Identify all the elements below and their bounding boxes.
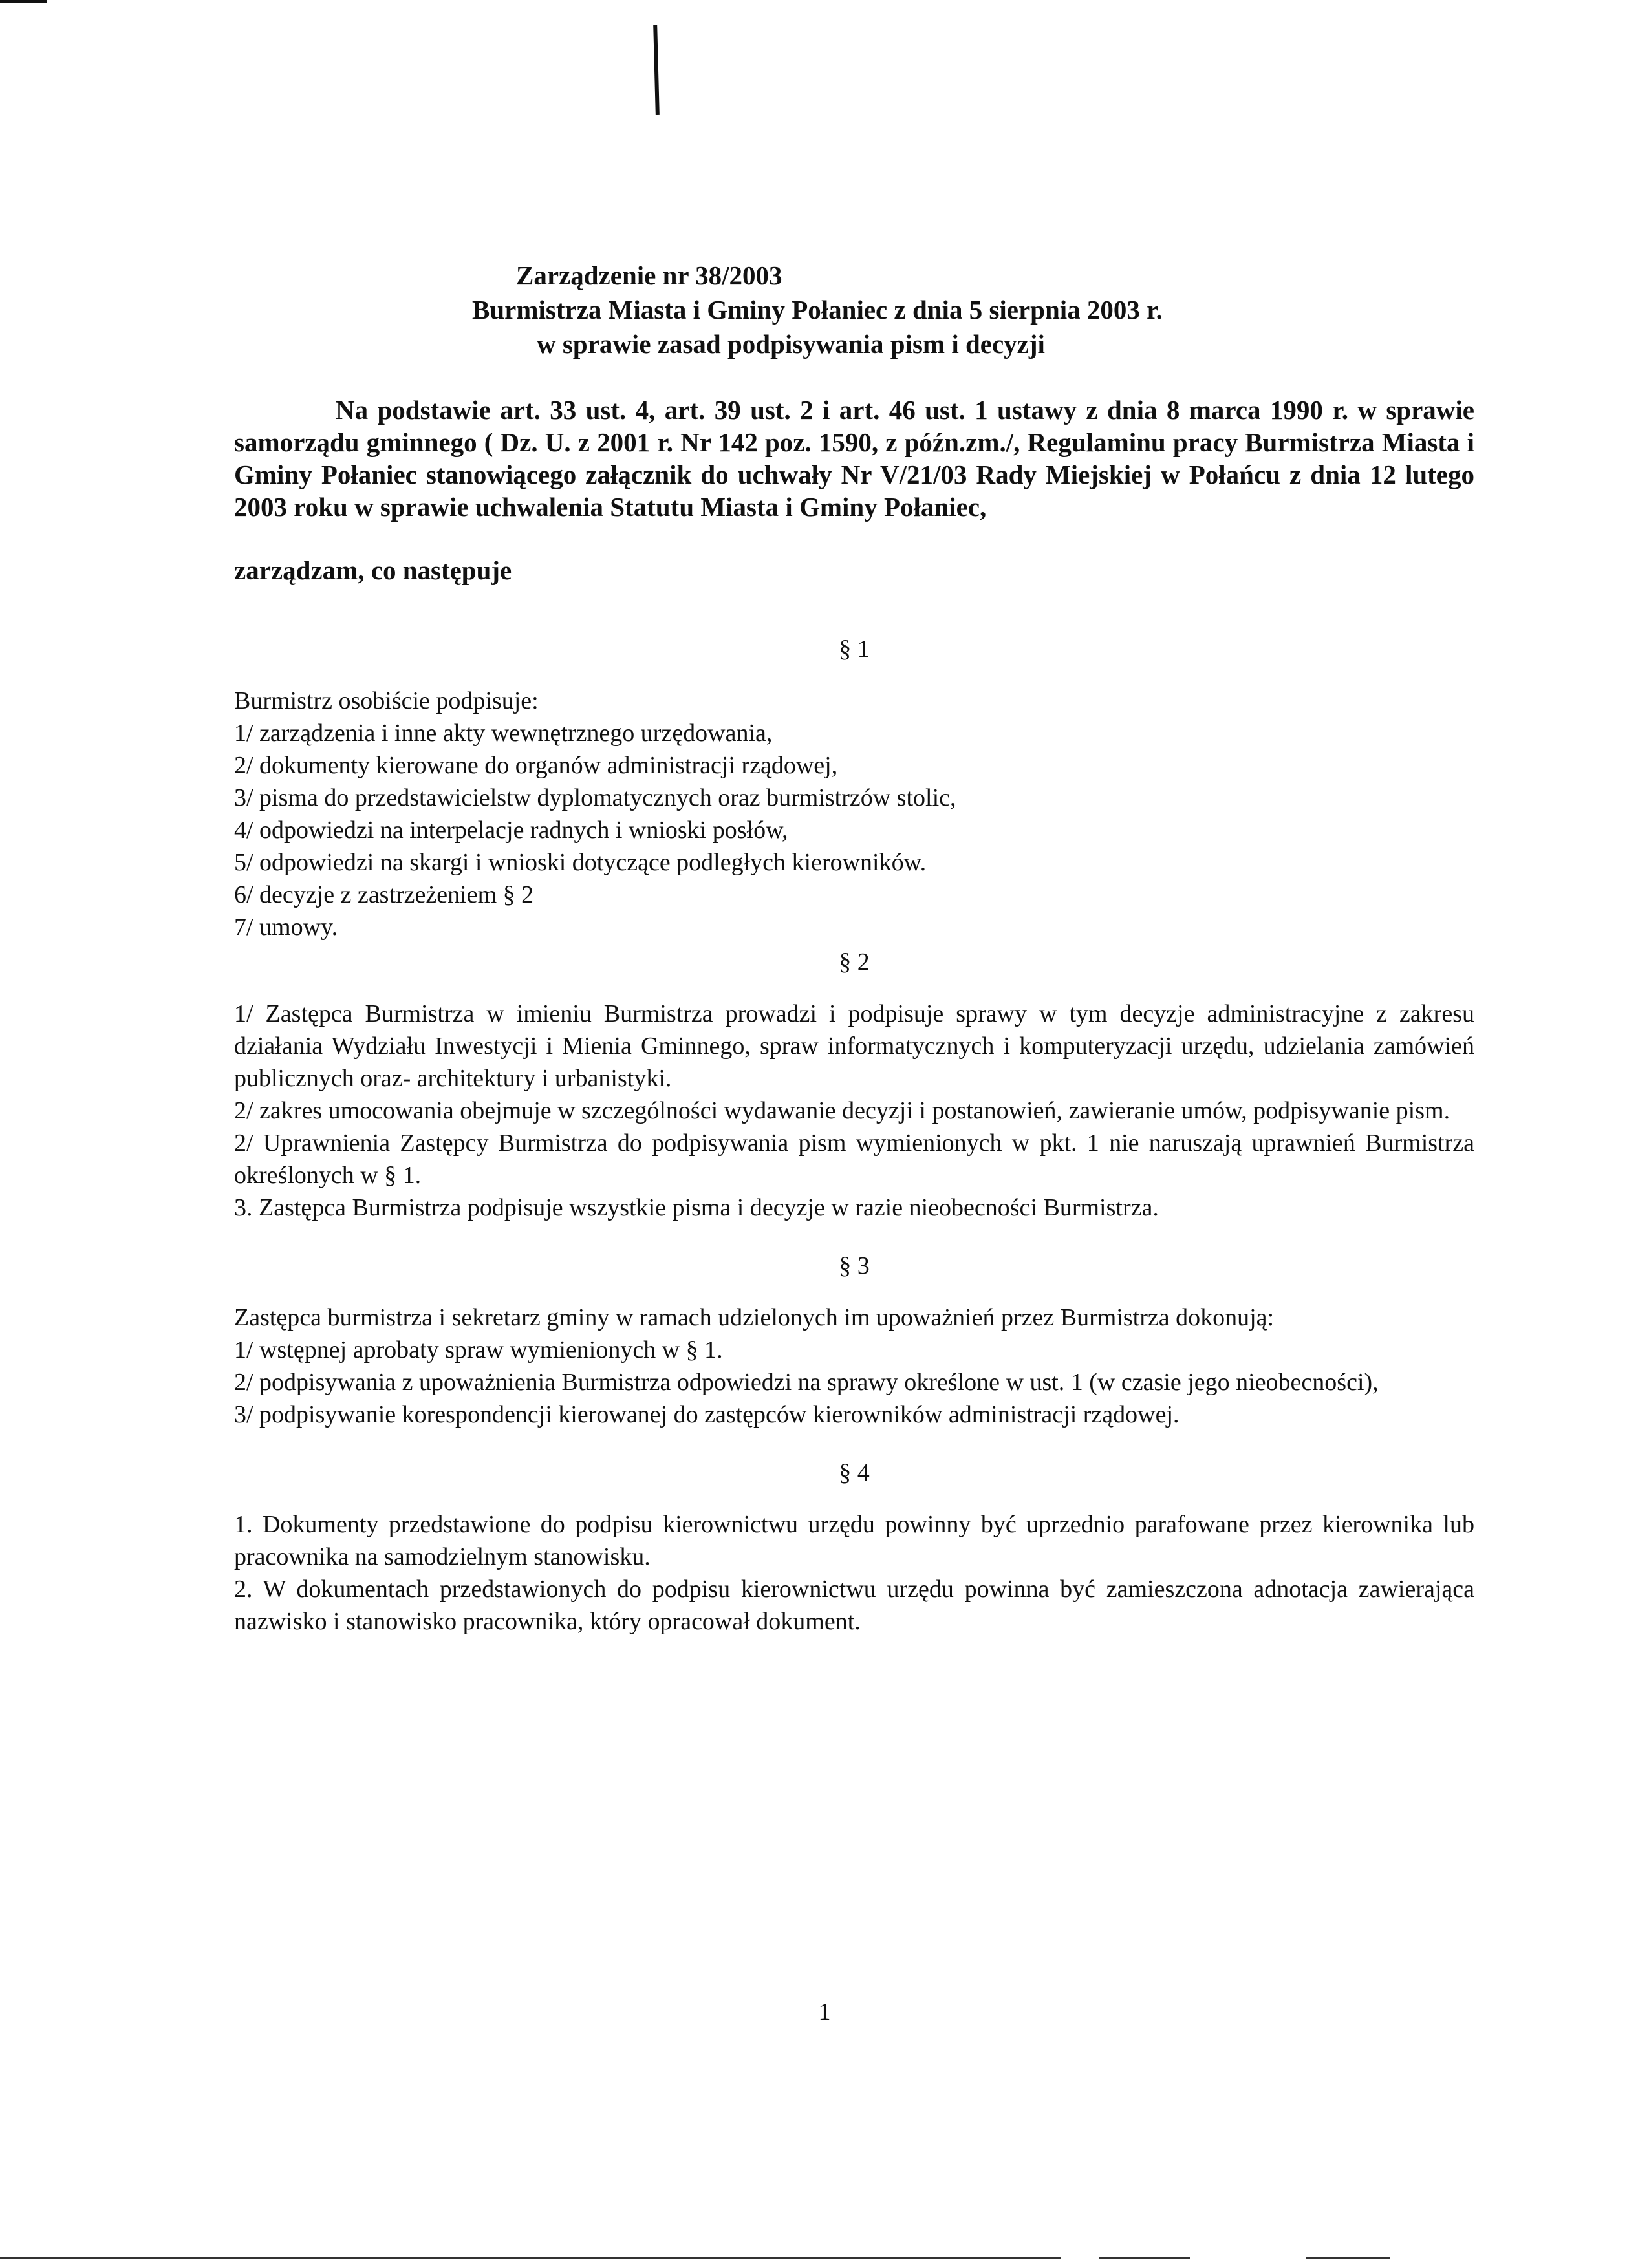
list-item: 1/ wstępnej aprobaty spraw wymienionych w § 1. xyxy=(234,1336,723,1364)
list-item: 1/ Zastępca Burmistrza w imieniu Burmistrza prowadzi i podpisuje sprawy w tym decyzje administracyjne z zakresu działania Wydziału Inwestycji i Mienia Gminnego, spraw informatycznych i komputeryzacji urzędu, udzielania zamówień publicznych oraz- architektury i urbanistyki. xyxy=(234,1000,1474,1092)
document-title xyxy=(234,259,1474,361)
list-item: 4/ odpowiedzi na interpelacje radnych i wnioski posłów, xyxy=(234,817,788,844)
list-item: 2/ podpisywania z upoważnienia Burmistrza odpowiedzi na sprawy określone w ust. 1 (w czasie jego nieobecności), xyxy=(234,1369,1379,1396)
ordering-clause: zarządzam, co następuje xyxy=(234,555,512,585)
title-line-1: Zarządzenie nr 38/2003 xyxy=(516,261,782,290)
list-item: 2. W dokumentach przedstawionych do podpisu kierownictwu urzędu powinna być zamieszczona adnotacja zawierająca nazwisko i stanowisko pracownika, który opracował dokument. xyxy=(234,1576,1474,1635)
scan-bottom-line xyxy=(1099,2257,1190,2259)
title-line-3: w sprawie zasad podpisywania pism i decyzji xyxy=(537,329,1045,359)
list-item: 1. Dokumenty przedstawione do podpisu kierownictwu urzędu powinny być uprzednio parafowane przez kierownika lub pracownika na samodzielnym stanowisku. xyxy=(234,1511,1474,1570)
list-item: Zastępca burmistrza i sekretarz gminy w ramach udzielonych im upoważnień przez Burmistrza dokonują: xyxy=(234,1304,1275,1331)
scan-bottom-line xyxy=(0,2257,1061,2259)
section-4 xyxy=(234,1508,1474,1638)
page-number: 1 xyxy=(818,1998,831,2026)
section-2 xyxy=(234,998,1474,1224)
section-3-sign: § 3 xyxy=(839,1252,870,1279)
section-1-intro: Burmistrz osobiście podpisuje: xyxy=(234,687,539,714)
section-4-sign: § 4 xyxy=(839,1459,870,1486)
scan-bottom-line xyxy=(1306,2257,1390,2259)
section-3 xyxy=(234,1301,1474,1431)
list-item: 2/ Uprawnienia Zastępcy Burmistrza do podpisywania pism wymienionych w pkt. 1 nie naruszają uprawnień Burmistrza określonych w § 1. xyxy=(234,1129,1474,1189)
list-item: 7/ umowy. xyxy=(234,914,338,941)
list-item: 3. Zastępca Burmistrza podpisuje wszystkie pisma i decyzje w razie nieobecności Burmistrza. xyxy=(234,1194,1159,1221)
list-item: 3/ podpisywanie korespondencji kierowanej do zastępców kierowników administracji rządowej. xyxy=(234,1401,1180,1428)
list-item: 5/ odpowiedzi na skargi i wnioski dotyczące podległych kierowników. xyxy=(234,849,927,876)
title-line-2: Burmistrza Miasta i Gminy Połaniec z dnia 5 sierpnia 2003 r. xyxy=(472,295,1163,325)
list-item: 2/ zakres umocowania obejmuje w szczególności wydawanie decyzji i postanowień, zawieranie umów, podpisywanie pism. xyxy=(234,1097,1450,1124)
section-2-sign: § 2 xyxy=(839,948,870,976)
scan-edge-mark xyxy=(0,0,47,3)
scan-margin-line xyxy=(653,25,660,115)
preamble xyxy=(234,394,1474,523)
section-1 xyxy=(234,685,1474,943)
document-page xyxy=(234,259,1474,1638)
preamble-text: Na podstawie art. 33 ust. 4, art. 39 ust. 2 i art. 46 ust. 1 ustawy z dnia 8 marca 1990 r. w sprawie samorządu gminnego ( Dz. U. z 2001 r. Nr 142 poz. 1590, z późn.zm./, Regulaminu pracy Burmistrza Miasta i Gminy Połaniec stanowiącego załącznik do uchwały Nr V/21/03 Rady Miejskiej w Połańcu z dnia 12 lutego 2003 roku w sprawie uchwalenia Statutu Miasta i Gminy Połaniec, xyxy=(234,395,1474,522)
section-1-sign: § 1 xyxy=(839,636,870,663)
list-item: 1/ zarządzenia i inne akty wewnętrznego urzędowania, xyxy=(234,720,773,747)
list-item: 6/ decyzje z zastrzeżeniem § 2 xyxy=(234,881,534,908)
list-item: 2/ dokumenty kierowane do organów administracji rządowej, xyxy=(234,752,838,779)
list-item: 3/ pisma do przedstawicielstw dyplomatycznych oraz burmistrzów stolic, xyxy=(234,784,956,811)
